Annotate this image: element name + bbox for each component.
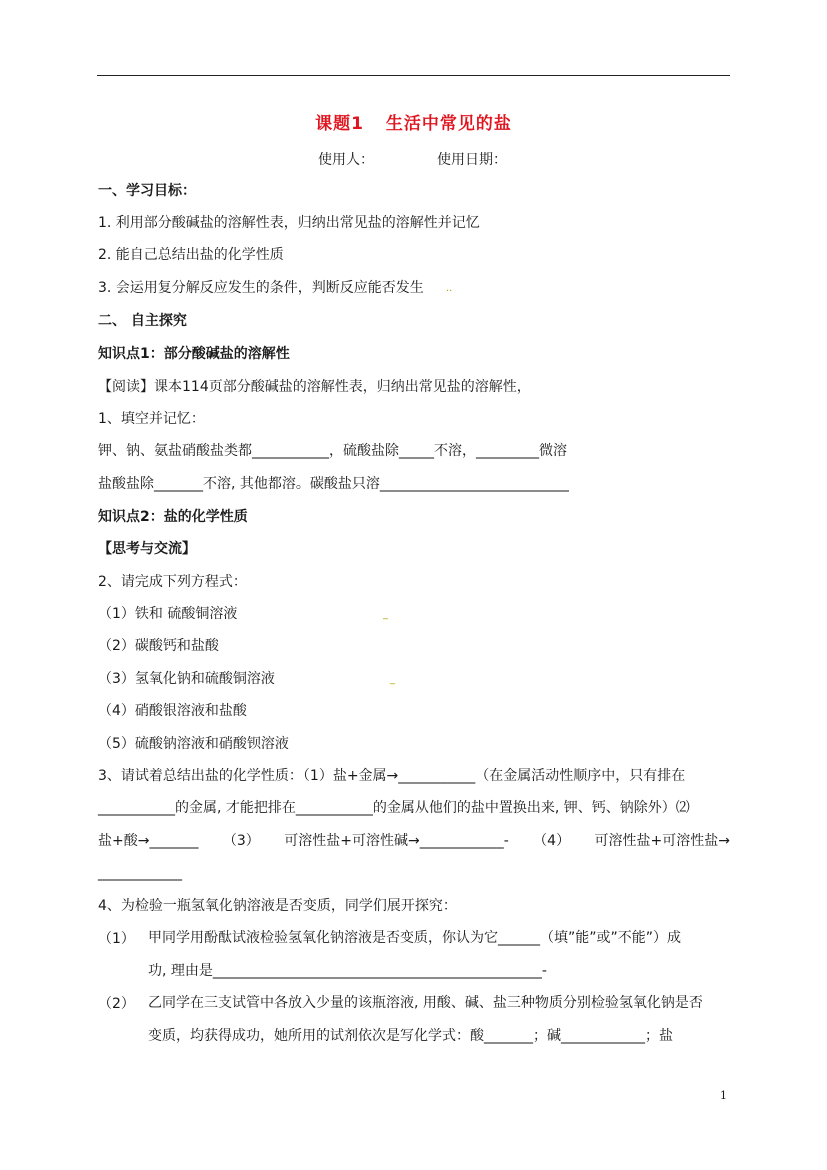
fill-title: 1、填空并记忆： [98, 411, 205, 427]
knowledge-point-1: 知识点1：部分酸碱盐的溶解性 [98, 346, 290, 362]
reading-instruction: 【阅读】课本114页部分酸碱盐的溶解性表，归纳出常见盐的溶解性， [98, 379, 531, 395]
date-label: 使用日期： [437, 152, 507, 168]
goal-3: 3. 会运用复分解反应发生的条件，判断反应能否发生 [98, 280, 424, 296]
question-4-2-line-1: 乙同学在三支试管中各放入少量的该瓶溶液, 用酸、碱、盐三种物质分别检验氢氧化钠是否 [148, 995, 703, 1011]
equation-2: （2）碳酸钙和盐酸 [98, 638, 219, 654]
header-rule [97, 75, 730, 76]
question-3-line-1: 3、请试着总结出盐的化学性质：（1）盐+金属→___________（在金属活动性顺序中，只有排在 [98, 768, 686, 784]
question-3-line-4: ____________ [98, 865, 182, 881]
question-3-line-2: ___________的金属, 才能把排在___________的金属从他们的盐中置换出来, 钾、钙、钠除外）⑵ [98, 800, 690, 816]
equation-4: （4）硝酸银溶液和盐酸 [98, 703, 247, 719]
equation-5: （5）硫酸钠溶液和硝酸钡溶液 [98, 736, 289, 752]
q3-item-3: 可溶性盐+可溶性碱→____________- [284, 833, 509, 849]
knowledge-point-2: 知识点2：盐的化学性质 [98, 509, 248, 525]
question-4-2-number: （2） [98, 996, 135, 1012]
q3-item-4: 可溶性盐+可溶性盐→ [594, 833, 730, 849]
equation-1: （1）铁和 硫酸铜溶液 [98, 606, 238, 622]
question-3-line-3 [98, 831, 730, 851]
question-4-title: 4、为检验一瓶氢氧化钠溶液是否变质，同学们展开探究： [98, 898, 457, 914]
document-title: 课题1 生活中常见的盐 [315, 114, 512, 134]
fill-line-1: 钾、钠、氨盐硝酸盐类都___________，硫酸盐除_____不溶，_________微溶 [98, 443, 567, 459]
equation-3: （3）氢氧化钠和硫酸铜溶液 [98, 671, 275, 687]
goal-2: 2. 能自己总结出盐的化学性质 [98, 247, 284, 263]
stray-mark: .. [446, 283, 453, 294]
q3-item-acid: 盐+酸→_______ [98, 833, 199, 849]
question-4-1-number: （1） [98, 931, 135, 947]
question-4-1-line-2: 功, 理由是_______________________________________________- [148, 963, 547, 979]
stray-mark: _ [383, 609, 388, 620]
fill-line-2: 盐酸盐除_______不溶, 其他都溶。碳酸盐只溶___________________________ [98, 476, 569, 492]
think-exchange: 【思考与交流】 [98, 541, 196, 557]
q3-item-4-num: （4） [533, 833, 571, 849]
question-4-1-line-1: 甲同学用酚酞试液检验氢氧化钠溶液是否变质，你认为它______（填”能”或”不能”）成 [148, 930, 682, 946]
stray-mark: _ [390, 674, 395, 685]
q3-item-3-num: （3） [222, 833, 260, 849]
page-number: 1 [720, 1089, 727, 1102]
question-4-2-line-2: 变质，均获得成功，她所用的试剂依次是写化学式：酸_______；碱____________；盐 [148, 1028, 673, 1044]
section-1-heading: 一、学习目标： [98, 183, 196, 199]
section-2-heading: 二、 自主探究 [98, 313, 187, 329]
equation-title: 2、请完成下列方程式： [98, 574, 247, 590]
goal-1: 1. 利用部分酸碱盐的溶解性表，归纳出常见盐的溶解性并记忆 [98, 215, 480, 231]
user-label: 使用人： [318, 152, 374, 168]
